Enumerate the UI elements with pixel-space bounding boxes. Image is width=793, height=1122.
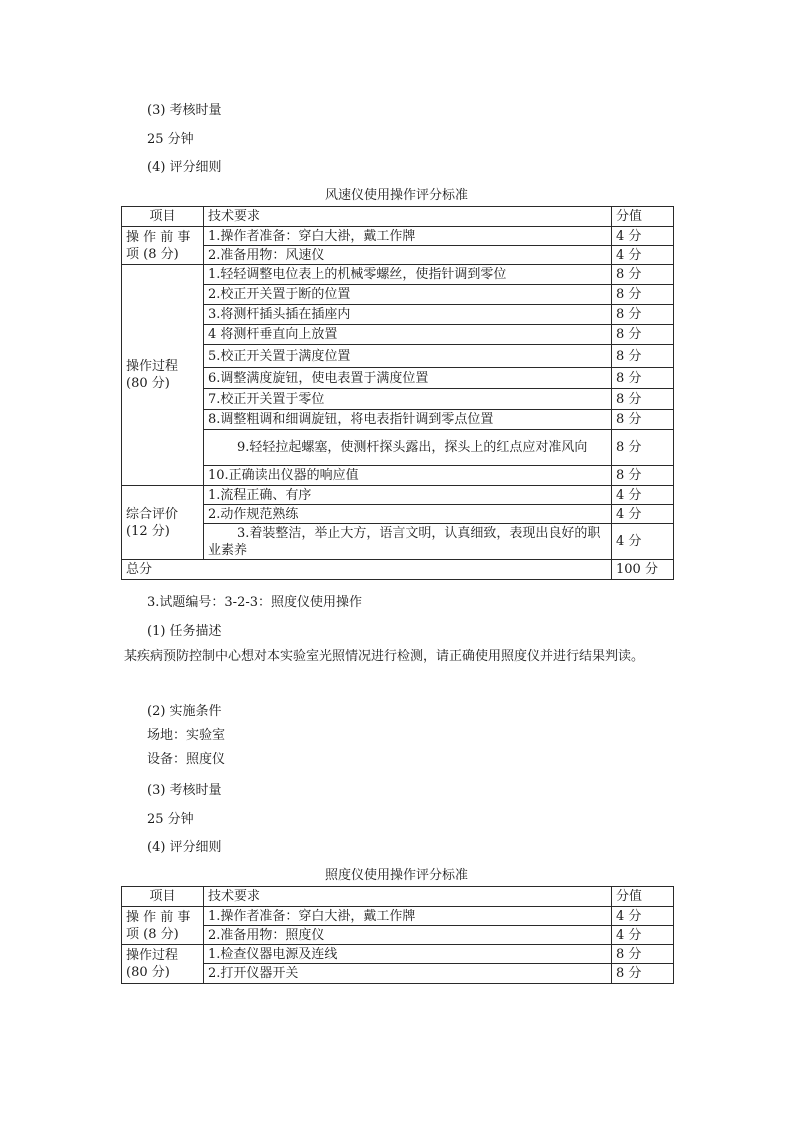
requirement-cell: 10.正确读出仪器的响应值 [204,466,612,486]
exam-time-value-2: 25 分钟 [147,812,194,827]
score-cell: 4 分 [612,926,674,945]
scoring-table-anemometer [121,206,674,580]
score-cell: 8 分 [612,430,674,466]
header-item: 项目 [122,887,204,907]
score-cell: 8 分 [612,305,674,325]
header-score: 分值 [612,887,674,907]
score-cell: 8 分 [612,945,674,964]
table-row [122,964,674,984]
scoring-table-illuminometer [121,886,674,984]
header-requirement: 技术要求 [204,887,612,907]
group-item: 综合评价 (12 分) [122,486,204,560]
conditions-heading: (2) 实施条件 [147,704,222,719]
requirement-cell: 1.操作者准备：穿白大褂，戴工作牌 [204,907,612,926]
requirement-cell: 2.校正开关置于断的位置 [204,285,612,305]
group-item: 操 作 前 事 项 (8 分) [122,227,204,265]
requirement-cell: 4 将测杆垂直向上放置 [204,325,612,345]
requirement-cell: 9.轻轻拉起螺塞，使测杆探头露出，探头上的红点应对准风向 [204,430,612,466]
exam-time-heading-2: (3) 考核时量 [147,783,222,798]
score-cell: 8 分 [612,285,674,305]
score-cell: 8 分 [612,466,674,486]
table-header-row [122,207,674,227]
requirement-cell: 1.流程正确、有序 [204,486,612,505]
equipment-text: 设备：照度仪 [147,752,226,767]
exam-time-value: 25 分钟 [147,132,194,147]
header-requirement: 技术要求 [204,207,612,227]
scoring-heading: (4) 评分细则 [147,160,222,175]
score-cell: 8 分 [612,265,674,285]
table-row [122,505,674,524]
score-cell: 4 分 [612,227,674,246]
table-row [122,486,674,505]
table-row [122,466,674,486]
score-cell: 4 分 [612,505,674,524]
requirement-cell: 1.检查仪器电源及连线 [204,945,612,964]
table-row [122,926,674,945]
task-text: 某疾病预防控制中心想对本实验室光照情况进行检测，请正确使用照度仪并进行结果判读。 [124,649,645,664]
requirement-cell: 5.校正开关置于满度位置 [204,345,612,368]
table-row [122,368,674,389]
score-cell: 8 分 [612,325,674,345]
header-item: 项目 [122,207,204,227]
requirement-cell: 2.动作规范熟练 [204,505,612,524]
group-item: 操 作 前 事 项 (8 分) [122,907,204,945]
table-row [122,345,674,368]
table-caption-2: 照度仪使用操作评分标准 [324,868,468,883]
requirement-cell: 1.操作者准备：穿白大褂，戴工作牌 [204,227,612,246]
score-cell: 4 分 [612,907,674,926]
header-score: 分值 [612,207,674,227]
exam-time-heading: (3) 考核时量 [147,103,222,118]
scoring-heading-2: (4) 评分细则 [147,840,222,855]
requirement-cell: 8.调整粗调和细调旋钮，将电表指针调到零点位置 [204,410,612,430]
score-cell: 8 分 [612,964,674,984]
requirement-cell: 3.将测杆插头插在插座内 [204,305,612,325]
score-cell: 8 分 [612,368,674,389]
total-label: 总分 [122,560,612,580]
requirement-cell: 2.准备用物：风速仪 [204,246,612,265]
requirement-cell: 1.轻轻调整电位表上的机械零螺丝，使指针调到零位 [204,265,612,285]
table-row [122,430,674,466]
table-header-row [122,887,674,907]
section-title: 3.试题编号：3-2-3：照度仪使用操作 [147,595,363,610]
table-row [122,305,674,325]
score-cell: 4 分 [612,246,674,265]
group-item: 操作过程 (80 分) [122,945,204,984]
table-row [122,410,674,430]
site-text: 场地：实验室 [147,728,226,743]
table-row [122,246,674,265]
requirement-cell: 7.校正开关置于零位 [204,389,612,410]
table-total-row [122,560,674,580]
table-row [122,265,674,285]
score-cell: 8 分 [612,345,674,368]
table-caption: 风速仪使用操作评分标准 [324,188,468,203]
table-row [122,389,674,410]
score-cell: 8 分 [612,389,674,410]
group-item: 操作过程 (80 分) [122,265,204,486]
score-cell: 4 分 [612,486,674,505]
table-row [122,325,674,345]
total-value: 100 分 [612,560,674,580]
requirement-cell: 2.准备用物：照度仪 [204,926,612,945]
requirement-cell: 6.调整满度旋钮，使电表置于满度位置 [204,368,612,389]
table-row [122,907,674,926]
table-row [122,285,674,305]
task-heading: (1) 任务描述 [147,624,222,639]
table-row [122,524,674,560]
requirement-cell: 2.打开仪器开关 [204,964,612,984]
score-cell: 4 分 [612,524,674,560]
requirement-cell: 3.着装整洁，举止大方，语言文明，认真细致，表现出良好的职业素养 [204,524,612,560]
table-row [122,227,674,246]
score-cell: 8 分 [612,410,674,430]
table-row [122,945,674,964]
